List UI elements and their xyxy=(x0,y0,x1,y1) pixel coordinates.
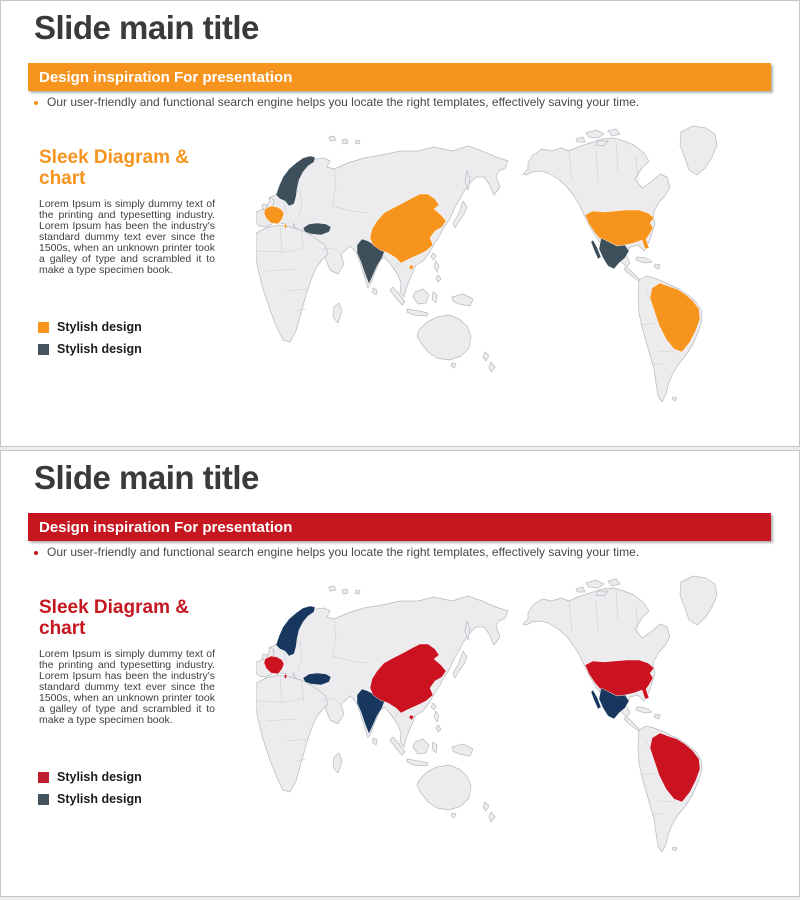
country-usa xyxy=(585,210,654,249)
islands-falkland xyxy=(672,397,677,401)
world-map xyxy=(256,111,796,407)
islands-indonesia xyxy=(390,737,437,766)
island-hispaniola xyxy=(654,714,660,719)
island-sri-lanka xyxy=(372,288,377,295)
banner-text: Design inspiration For presentation xyxy=(39,518,293,536)
bullet-row xyxy=(34,95,774,111)
islands-philippines xyxy=(434,261,441,282)
legend-label: Stylish design xyxy=(57,792,142,806)
bullet-icon xyxy=(34,551,38,555)
islands-indonesia xyxy=(390,287,437,316)
legend-swatch-primary xyxy=(38,772,49,783)
legend-item xyxy=(38,343,142,355)
banner xyxy=(28,63,771,91)
continent-africa xyxy=(256,675,328,792)
island-madagascar xyxy=(333,753,342,773)
body-text: Lorem Ipsum is simply dummy text of the printing and typesetting industry. Lorem Ipsum has been the industry's standard dummy text ever since the 1500s, when an unknown printer took a galley of type and scrambled it to make a type specimen book. xyxy=(39,197,215,277)
legend-label: Stylish design xyxy=(57,770,142,784)
body-text: Lorem Ipsum is simply dummy text of the printing and typesetting industry. Lorem Ipsum has been the industry's standard dummy text ever since the 1500s, when an unknown printer took a galley of type and scrambled it to make a type specimen book. xyxy=(39,647,215,727)
continent-africa xyxy=(256,225,328,342)
islands-new-zealand xyxy=(483,352,495,372)
world-map-svg xyxy=(256,111,796,407)
page-title: Slide main title xyxy=(34,459,259,496)
island-greenland xyxy=(680,126,717,175)
legend xyxy=(38,771,142,815)
island-new-guinea xyxy=(452,294,473,306)
world-map xyxy=(256,561,796,857)
banner xyxy=(28,513,771,541)
island-greenland xyxy=(680,576,717,625)
bullet-text: Our user-friendly and functional search engine helps you locate the right templates, effectively saving your time. xyxy=(47,545,640,559)
arctic-islands xyxy=(329,136,360,144)
island-cuba xyxy=(636,257,652,263)
page-title: Slide main title xyxy=(34,9,259,46)
islands-new-zealand xyxy=(483,802,495,822)
island-madagascar xyxy=(333,303,342,323)
banner-text: Design inspiration For presentation xyxy=(39,68,293,86)
legend-item xyxy=(38,793,142,805)
island-taiwan xyxy=(431,253,436,260)
section-heading: Sleek Diagram & chart xyxy=(39,597,189,640)
island-sri-lanka xyxy=(372,738,377,745)
legend xyxy=(38,321,142,365)
arctic-islands xyxy=(329,586,360,594)
island-new-guinea xyxy=(452,744,473,756)
slide-red xyxy=(0,450,800,897)
bullet-icon xyxy=(34,101,38,105)
bullet-text: Our user-friendly and functional search engine helps you locate the right templates, effectively saving your time. xyxy=(47,95,640,109)
left-column xyxy=(39,597,215,726)
island-tasmania xyxy=(451,363,456,368)
legend-item xyxy=(38,771,142,783)
continent-australia xyxy=(417,315,471,360)
islands-philippines xyxy=(434,711,441,732)
legend-swatch-primary xyxy=(38,322,49,333)
slide-orange xyxy=(0,0,800,447)
section-heading: Sleek Diagram & chart xyxy=(39,147,189,190)
island-cuba xyxy=(636,707,652,713)
country-usa xyxy=(585,660,654,699)
island-hispaniola xyxy=(654,264,660,269)
legend-swatch-secondary xyxy=(38,344,49,355)
world-map-svg xyxy=(256,561,796,857)
bullet-row xyxy=(34,545,774,561)
legend-label: Stylish design xyxy=(57,342,142,356)
left-column xyxy=(39,147,215,276)
continent-australia xyxy=(417,765,471,810)
islands-falkland xyxy=(672,847,677,851)
legend-swatch-secondary xyxy=(38,794,49,805)
island-tasmania xyxy=(451,813,456,818)
legend-label: Stylish design xyxy=(57,320,142,334)
legend-item xyxy=(38,321,142,333)
island-taiwan xyxy=(431,703,436,710)
